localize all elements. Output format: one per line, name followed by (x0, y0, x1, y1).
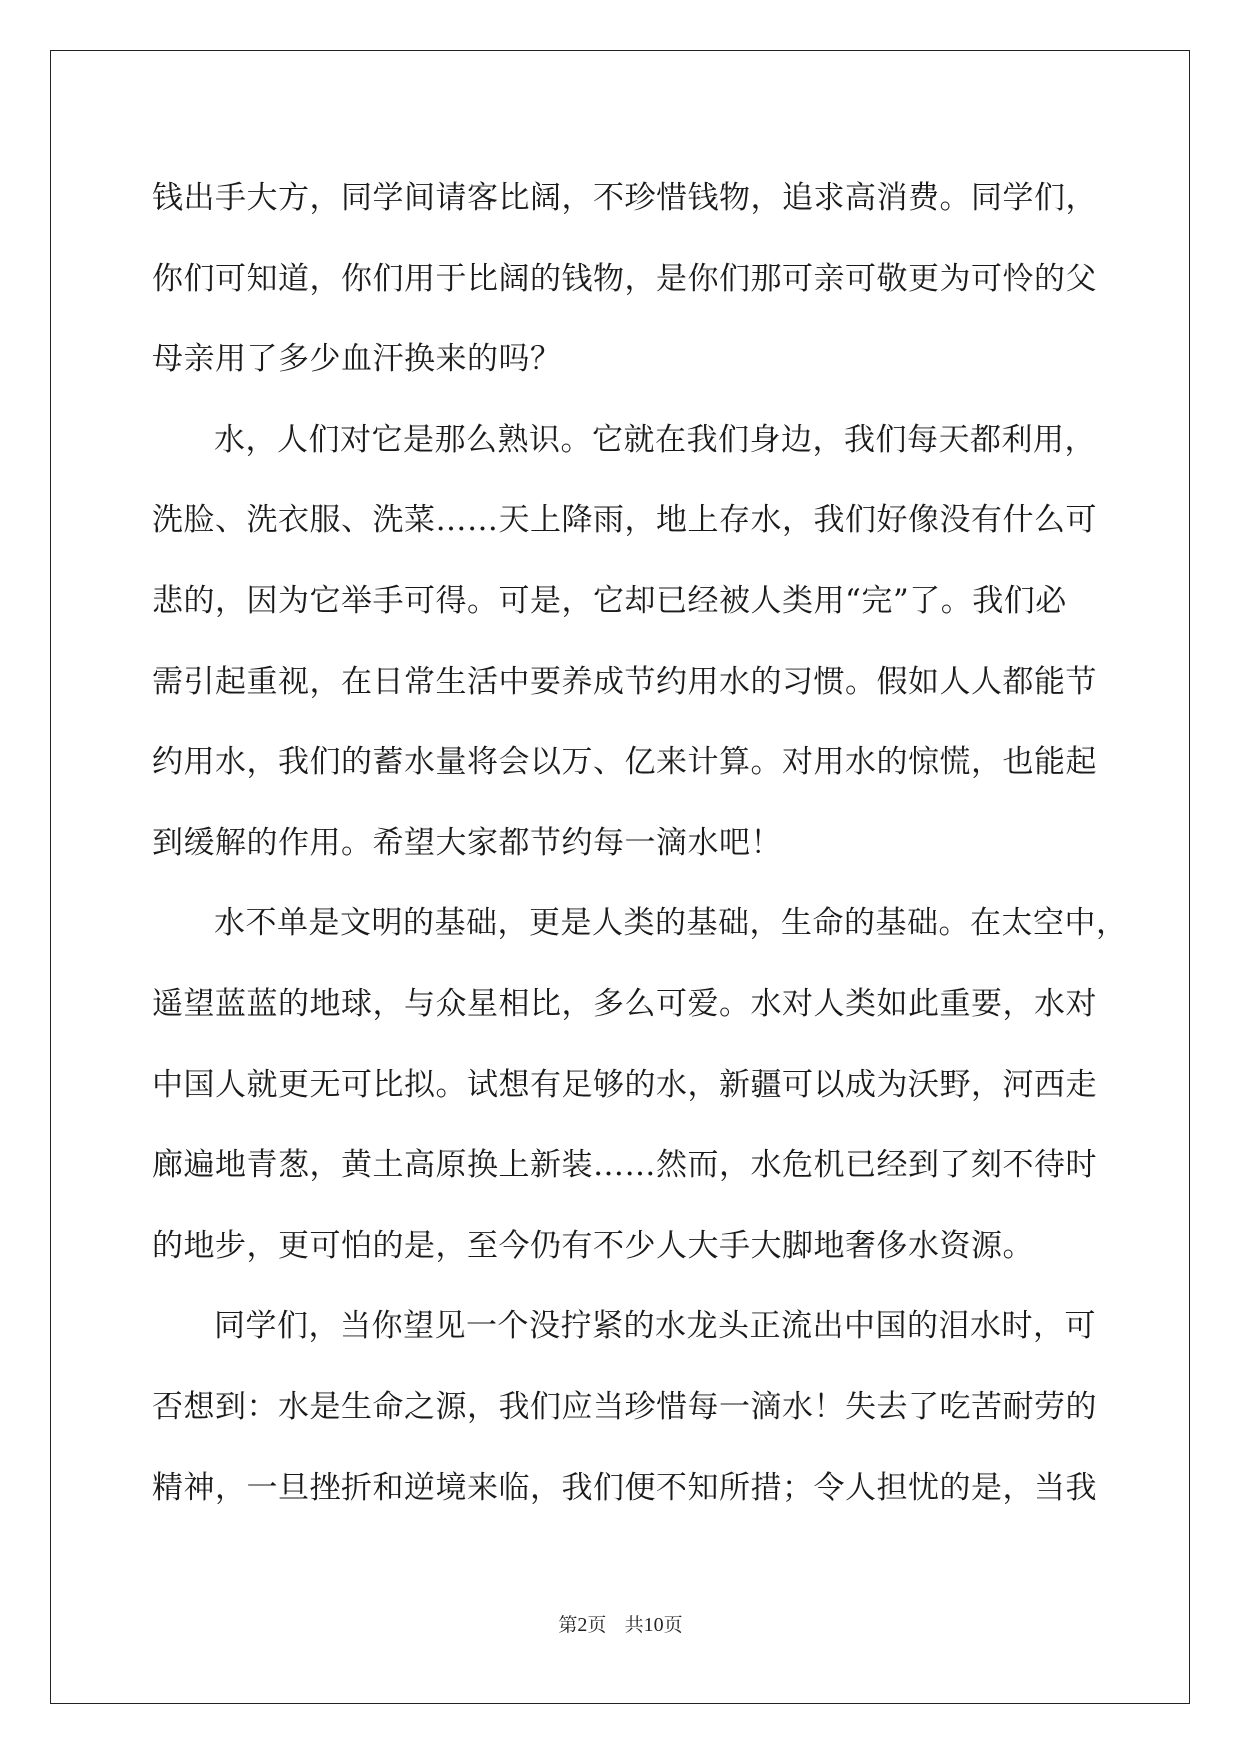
text-line: 的地步，更可怕的是，至今仍有不少人大手大脚地奢侈水资源。 (152, 1227, 1034, 1264)
text-line: 钱出手大方，同学间请客比阔，不珍惜钱物，追求高消费。同学们， (152, 180, 1097, 216)
text-line: 洗脸、洗衣服、洗菜……天上降雨，地上存水，我们好像没有什么可 (152, 502, 1097, 539)
text-line: 到缓解的作用。希望大家都节约每一滴水吧！ (152, 824, 782, 861)
page-footer (0, 1610, 1241, 1637)
footer-total-suffix: 页 (663, 1614, 683, 1636)
text-line: 水，人们对它是那么熟识。它就在我们身边，我们每天都利用， (214, 421, 1096, 458)
footer-total-prefix: 共 (624, 1614, 644, 1636)
footer-prefix: 第 (558, 1614, 578, 1636)
text-line: 遥望蓝蓝的地球，与众星相比，多么可爱。水对人类如此重要，水对 (152, 985, 1097, 1022)
text-line: 水不单是文明的基础，更是人类的基础，生命的基础。在太空中， (214, 905, 1128, 942)
total-pages-number: 10 (643, 1614, 664, 1636)
text-line: 悲的，因为它举手可得。可是，它却已经被人类用“完”了。我们必 (152, 582, 1067, 619)
text-line: 你们可知道，你们用于比阔的钱物，是你们那可亲可敬更为可怜的父 (152, 260, 1097, 297)
text-line: 同学们，当你望见一个没拧紧的水龙头正流出中国的泪水时，可 (214, 1308, 1096, 1345)
text-line: 约用水，我们的蓄水量将会以万、亿来计算。对用水的惊慌，也能起 (152, 744, 1097, 781)
text-line: 廊遍地青葱，黄土高原换上新装……然而，水危机已经到了刻不待时 (152, 1147, 1097, 1184)
text-line: 需引起重视，在日常生活中要养成节约用水的习惯。假如人人都能节 (152, 663, 1097, 700)
document-body (152, 158, 1128, 1528)
text-line: 精神，一旦挫折和逆境来临，我们便不知所措；令人担忧的是，当我 (152, 1469, 1097, 1506)
text-line: 中国人就更无可比拟。试想有足够的水，新疆可以成为沃野，河西走 (152, 1066, 1097, 1103)
footer-page-word: 页 (587, 1614, 607, 1636)
text-line: 否想到：水是生命之源，我们应当珍惜每一滴水！失去了吃苦耐劳的 (152, 1388, 1097, 1425)
text-line: 母亲用了多少血汗换来的吗？ (152, 341, 562, 378)
current-page-number: 2 (577, 1614, 588, 1636)
